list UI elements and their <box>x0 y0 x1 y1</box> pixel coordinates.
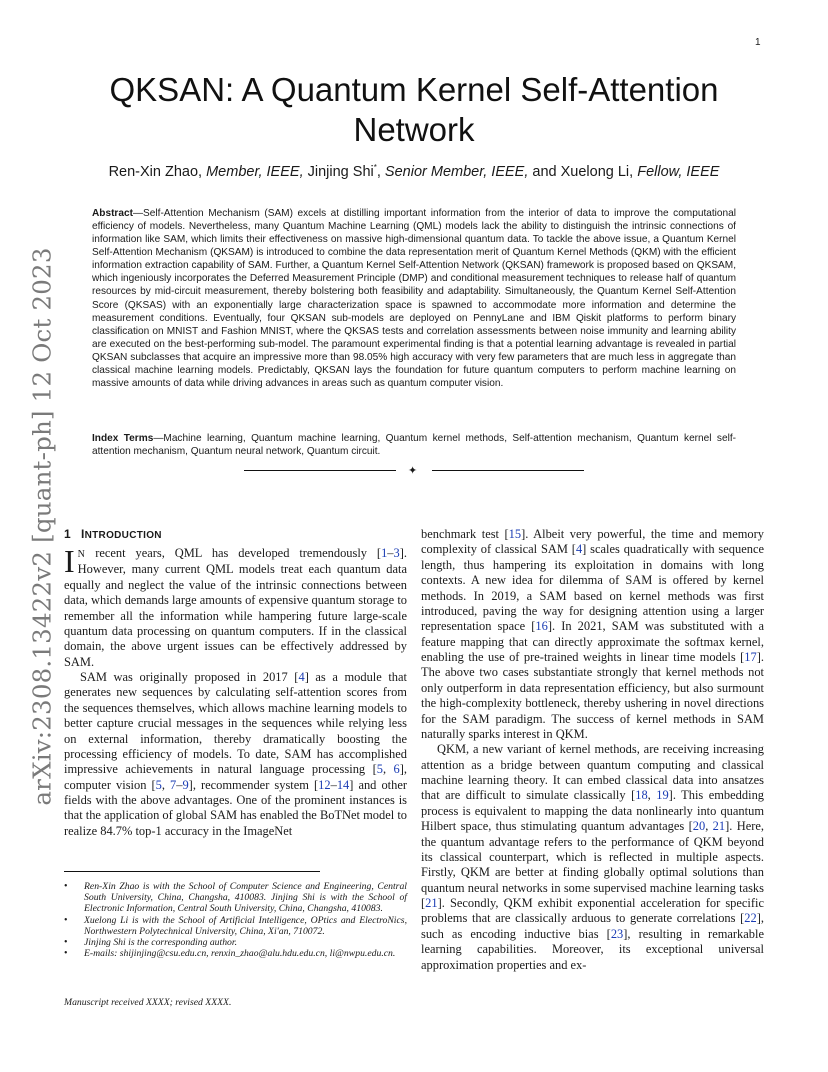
title-line-2: Network <box>353 111 475 148</box>
text-run: ]. Here, the quantum advantage refers to the performance of QKM beyond its classical counterpart, which is reflected in multiple aspects. Firstly, QKM are better at finding globally optimal solutions than quantum neural networks in some supervised machine learning tasks [ <box>421 819 764 910</box>
text-run: – <box>176 777 183 792</box>
text-run: – <box>387 546 394 560</box>
citation-link[interactable]: 12 <box>318 777 331 792</box>
text-run: ]. In 2021, SAM was substituted with a feature mapping that can directly approximate the softmax kernel, enabling the use of pre-trained weights in linear time models [ <box>421 619 764 664</box>
text-run: ], such as encoding inductive bias [ <box>421 911 764 941</box>
lead-smallcaps: N <box>77 549 86 560</box>
footnote-item: • Jinjing Shi is the corresponding author. <box>64 937 407 948</box>
abstract-text: —Self-Attention Mechanism (SAM) excels at distilling important information from the interior of data to improve the computational efficiency of models. Nevertheless, many Quantum Machine Learning (QML) models lack the ability to distinguish the intrinsic connections of information like SAM, which limits their effectiveness on massive high-dimensional quantum data. To tackle the above issue, a Quantum Kernel Self-Attention Mechanism (QKSAM) is introduced to combine the data representation merit of Quantum Kernel Methods (QKM) with the efficient information extraction capability of SAM. Further, a Quantum Kernel Self-Attention Network (QKSAN) framework is proposed based on QKSAM, which ingeniously incorporates the Deferred Measurement Principle (DMP) and conditional measurement techniques to release half of quantum resources by mid-circuit measurement, thereby bolstering both feasibility and adaptability. Simultaneously, the Quantum Kernel Self-Attention Score (QKSAS) with an exponentially large characterization space is spawned to accommodate more information and determine the measurement conditions. Eventually, four QKSAN sub-models are deployed on PennyLane and IBM Qiskit platforms to perform binary classification on MNIST and Fashion MNIST, where the QKSAS tests and correlation assessments between noise immunity and learning ability are executed on the best-performing sub-model. The paramount experimental finding is that a potential learning advantage is revealed in partial QKSAN subclasses that acquire an impressive more than 98.05% high accuracy with very few parameters that are much less in aggregate than classical machine learning models. Predictably, QKSAN lays the foundation for future quantum computers to perform machine learning on massive amounts of data while driving advances in areas such as quantum computer vision. <box>92 208 736 390</box>
footnote-rule <box>64 871 320 872</box>
section-divider <box>244 463 584 477</box>
text-run: SAM was originally proposed in 2017 [ <box>80 670 299 684</box>
citation-link[interactable]: 21 <box>712 819 726 834</box>
text-run: , <box>382 762 394 777</box>
citation-link[interactable]: 19 <box>656 788 669 803</box>
section-heading <box>64 527 162 541</box>
citation-link[interactable]: 7 <box>170 777 177 792</box>
citation-link[interactable]: 15 <box>508 527 522 541</box>
citation-link[interactable]: 20 <box>692 819 706 834</box>
citation-link[interactable]: 18 <box>635 788 648 803</box>
citation-link[interactable]: 5 <box>376 762 383 777</box>
text-run: benchmark test [ <box>421 527 509 541</box>
citation-link[interactable]: 9 <box>182 777 189 792</box>
author-1-name: Ren-Xin Zhao, <box>108 164 207 180</box>
citation-link[interactable]: 17 <box>744 650 757 664</box>
paragraph <box>64 670 407 839</box>
section-title-rest: NTRODUCTION <box>84 530 162 541</box>
text-run: ]. Albeit very powerful, the time and memory complexity of classical SAM [ <box>421 527 764 557</box>
text-run: ] as a module that generates new sequences by calculating self-attention scores from the sequences themselves, which allows machine learning models to better capture crucial messages in the sequences while relying less on external information, thereby dramatically boosting the processing efficiency of models. To date, SAM has accomplished impressive achievements in natural language processing [ <box>64 670 408 777</box>
citation-link[interactable]: 3 <box>393 546 400 560</box>
text-run: ], computer vision [ <box>64 762 407 792</box>
text-run: – <box>330 777 337 792</box>
author-2-name: Jinjing Shi <box>303 164 374 180</box>
citation-link[interactable]: 4 <box>298 670 305 684</box>
divider-line-right <box>432 470 584 471</box>
author-separator: , <box>376 164 385 180</box>
index-terms-label: Index Terms <box>92 433 154 444</box>
text-run: ], resulting in remarkable learning capabilities. Moreover, its exceptional universal approximation properties and ex- <box>421 926 764 972</box>
author-1-role: Member, IEEE, <box>206 164 304 180</box>
left-column <box>64 543 408 839</box>
footnote-item: • Xuelong Li is with the School of Artificial Intelligence, OPtics and ElectroNics, Northwestern Polytechnical University, China, Xi'an, 710072. <box>64 915 407 937</box>
text-run: , <box>161 777 171 792</box>
citation-link[interactable]: 1 <box>381 546 388 560</box>
text-run: , <box>705 819 713 834</box>
text-run: QKM, a new variant of kernel methods, are receiving increasing attention as a bridge between quantum computing and classical machine learning theory. It can embed classical data into ansatzes that are difficult to simulate classically [ <box>421 742 764 803</box>
right-column <box>421 527 764 973</box>
citation-link[interactable]: 23 <box>610 926 624 941</box>
index-terms <box>92 432 736 458</box>
drop-cap: I <box>64 543 75 579</box>
paragraph <box>64 543 407 670</box>
footnote-item: • Ren-Xin Zhao is with the School of Computer Science and Engineering, Central South University, China, Changsha, 410083. Jinjing Shi is with the School of Electronic Information, Central South University, China, Changsha, 410083. <box>64 881 407 915</box>
divider-diamond-icon: ✦ <box>408 464 418 477</box>
paragraph <box>421 527 764 742</box>
text-run: ] and other fields with the above advantages. One of the prominent instances is that the application of global SAM has enabled the BoTNet model to realize 84.7% top-1 accuracy in the ImageNet <box>64 777 408 838</box>
citation-link[interactable]: 6 <box>393 762 400 777</box>
citation-link[interactable]: 14 <box>336 777 350 792</box>
citation-link[interactable]: 4 <box>575 542 583 557</box>
text-run: recent years, QML has developed tremendously [ <box>85 546 382 560</box>
index-terms-text: —Machine learning, Quantum machine learning, Quantum kernel methods, Self-attention mechanism, Quantum kernel self-attention mechanism, Quantum neural network, Quantum circuit. <box>92 433 736 458</box>
paragraph <box>421 742 764 973</box>
text-run: ]. Secondly, QKM exhibit exponential acceleration for specific problems that are classically arduous to generate correlations [ <box>421 896 764 926</box>
arxiv-stamp-text: arXiv:2308.13422v2 [quant-ph] 12 Oct 2023 <box>27 247 57 806</box>
abstract <box>92 207 736 390</box>
citation-link[interactable]: 16 <box>535 619 548 634</box>
author-2-role: Senior Member, IEEE, <box>384 164 529 180</box>
manuscript-note: Manuscript received XXXX; revised XXXX. <box>64 997 232 1008</box>
text-run: ]. The above two cases substantiate strongly that kernel methods not only outperform in data representation efficiency, but also surmount the high-complexity bottleneck, thereby ushering in novel directions for the SAM paradigm. The success of kernel methods in SAM naturally sparks interest in QKM. <box>421 650 764 741</box>
text-run: ]. This embedding process is equivalent to mapping the data nonlinearly into quantum Hilbert space, thus stimulating quantum advantages [ <box>421 788 765 834</box>
text-run: ]. However, many current QML models treat each quantum data equally and neglect the value of the intrinsic connections between data, which demands large amounts of expensive quantum storage to remember all the information while hampering future large-scale quantum data processing on quantum computers. If in the classical domain, the above urgent issues can be effectively addressed by SAM. <box>64 546 407 669</box>
title-line-1: QKSAN: A Quantum Kernel Self-Attention <box>109 71 719 108</box>
section-number: 1 <box>64 527 71 541</box>
footnote-item: • E-mails: shijinjing@csu.edu.cn, renxin_zhao@alu.hdu.edu.cn, li@nwpu.edu.cn. <box>64 948 407 959</box>
author-3-role: Fellow, IEEE <box>637 164 720 180</box>
section-title-initial: I <box>80 527 85 541</box>
citation-link[interactable]: 22 <box>744 911 757 926</box>
author-list <box>84 163 744 181</box>
divider-line-left <box>244 470 396 471</box>
abstract-label: Abstract <box>92 208 133 219</box>
text-run: ], recommender system [ <box>188 777 319 792</box>
arxiv-stamp <box>22 247 62 806</box>
text-run: ] scales quadratically with sequence length, thus hampering its exploitation in domains with long contexts. A new idea for dilemma of SAM is offered by kernel methods. In 2019, a SAM based on kernel methods was first introduced, paving the way for designing attention using a larger representation space [ <box>421 542 764 634</box>
paper-title <box>84 70 744 150</box>
text-run: , <box>647 788 657 803</box>
citation-link[interactable]: 21 <box>425 896 438 910</box>
citation-link[interactable]: 5 <box>155 777 162 792</box>
author-3-name: and Xuelong Li, <box>528 164 638 180</box>
corresponding-author-mark: * <box>373 163 377 173</box>
page-number: 1 <box>755 37 761 48</box>
footnotes <box>64 881 407 959</box>
